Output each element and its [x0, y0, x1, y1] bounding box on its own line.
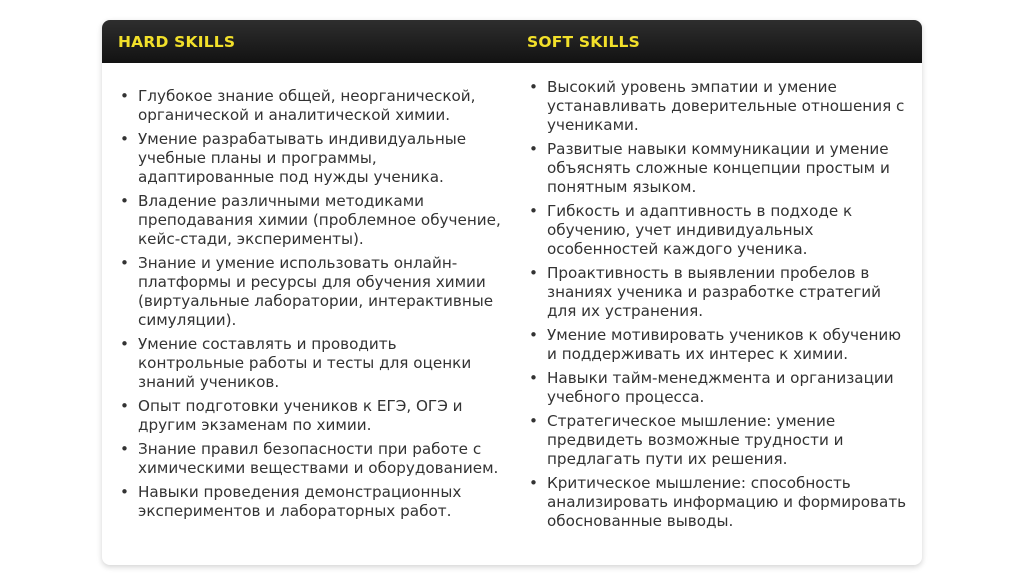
- list-item: • Глубокое знание общей, неорганической, органической и аналитической химии.: [120, 87, 505, 125]
- list-item: • Умение разрабатывать индивидуальные учебные планы и программы, адаптированные под нужды ученика.: [120, 130, 505, 187]
- list-item: • Навыки проведения демонстрационных экспериментов и лабораторных работ.: [120, 483, 505, 521]
- list-item: • Опыт подготовки учеников к ЕГЭ, ОГЭ и другим экзаменам по химии.: [120, 397, 505, 435]
- hard-skills-title: HARD SKILLS: [118, 33, 236, 51]
- list-item: • Навыки тайм-менеджмента и организации учебного процесса.: [529, 369, 909, 407]
- list-item: • Умение мотивировать учеников к обучению и поддерживать их интерес к химии.: [529, 326, 909, 364]
- list-item: • Знание и умение использовать онлайн-платформы и ресурсы для обучения химии (виртуальные лаборатории, интерактивные симуляции).: [120, 254, 505, 330]
- list-item: • Развитые навыки коммуникации и умение объяснять сложные концепции простым и понятным языком.: [529, 140, 909, 197]
- list-item: • Владение различными методиками преподавания химии (проблемное обучение, кейс-стади, эксперименты).: [120, 192, 505, 249]
- soft-skills-title: SOFT SKILLS: [527, 33, 640, 51]
- list-item: • Критическое мышление: способность анализировать информацию и формировать обоснованные выводы.: [529, 474, 909, 531]
- table-header: [102, 20, 922, 63]
- skills-table: [102, 20, 922, 565]
- list-item: • Стратегическое мышление: умение предвидеть возможные трудности и предлагать пути их решения.: [529, 412, 909, 469]
- list-item: • Проактивность в выявлении пробелов в знаниях ученика и разработке стратегий для их устранения.: [529, 264, 909, 321]
- soft-skills-list: [529, 78, 909, 536]
- list-item: • Умение составлять и проводить контрольные работы и тесты для оценки знаний учеников.: [120, 335, 505, 392]
- list-item: • Высокий уровень эмпатии и умение устанавливать доверительные отношения с учениками.: [529, 78, 909, 135]
- hard-skills-list: [120, 87, 505, 526]
- list-item: • Знание правил безопасности при работе с химическими веществами и оборудованием.: [120, 440, 505, 478]
- list-item: • Гибкость и адаптивность в подходе к обучению, учет индивидуальных особенностей каждого ученика.: [529, 202, 909, 259]
